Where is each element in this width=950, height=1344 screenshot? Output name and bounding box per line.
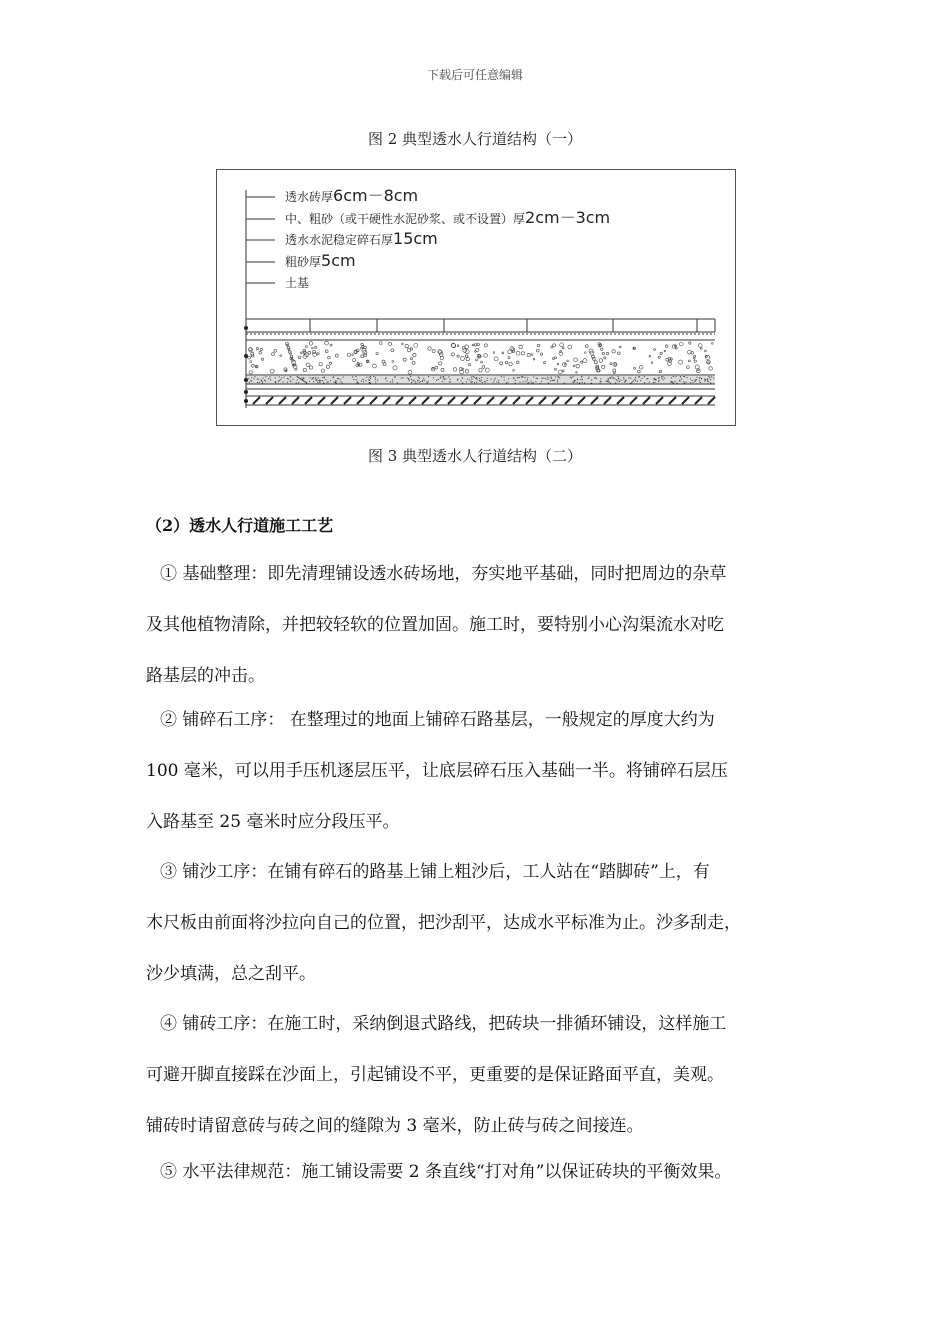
page-header-note: 下载后可任意编辑 — [426, 68, 523, 82]
paragraph-3 — [146, 847, 818, 1000]
paragraph-2 — [146, 695, 818, 848]
paragraph-line: ③ 铺沙工序：在铺有碎石的路基上铺上粗沙后，工人站在“踏脚砖”上，有 — [160, 862, 710, 882]
paragraph-line: ④ 铺砖工序：在施工时，采纳倒退式路线，把砖块一排循环铺设，这样施工 — [160, 1014, 727, 1034]
paragraph-line: ② 铺碎石工序： 在整理过的地面上铺碎石路基层，一般规定的厚度大约为 — [160, 710, 715, 730]
figure2-caption: 图 2 典型透水人行道结构（一） — [367, 130, 583, 148]
sand-layer — [246, 376, 715, 389]
paragraph-line: ⑤ 水平法律规范：施工铺设需要 2 条直线“打对角”以保证砖块的平衡效果。 — [160, 1162, 732, 1182]
paragraph-line: 可避开脚直接踩在沙面上，引起铺设不平，更重要的是保证路面平直，美观。 — [146, 1065, 724, 1085]
section-heading: （2）透水人行道施工工艺 — [146, 516, 334, 535]
paragraph-line: ① 基础整理：即先清理铺设透水砖场地，夯实地平基础，同时把周边的杂草 — [160, 564, 727, 584]
legend-item-1: 透水砖厚6cm－8cm — [285, 186, 419, 205]
paragraph-4 — [146, 999, 818, 1152]
paragraph-line: 沙少填满，总之刮平。 — [146, 964, 316, 984]
paver-layer — [246, 319, 715, 334]
paragraph-line: 路基层的冲击。 — [146, 666, 265, 686]
legend-item-5: 土基 — [285, 276, 310, 290]
paragraph-line: 入路基至 25 毫米时应分段压平。 — [146, 812, 400, 832]
paragraph-line: 铺砖时请留意砖与砖之间的缝隙为 3 毫米，防止砖与砖之间接连。 — [146, 1116, 644, 1136]
pavement-structure-drawing — [217, 170, 735, 425]
figure3-caption: 图 3 典型透水人行道结构（二） — [367, 447, 583, 465]
paragraph-5 — [146, 1147, 818, 1198]
gravel-layer — [246, 340, 715, 375]
paragraph-1 — [146, 549, 818, 702]
paragraph-line: 木尺板由前面将沙拉向自己的位置，把沙刮平，达成水平标准为止。沙多刮走， — [146, 913, 741, 933]
paragraph-line: 100 毫米，可以用手压机逐层压平，让底层碎石压入基础一半。将铺碎石层压 — [146, 761, 728, 781]
pavement-structure-figure — [216, 169, 736, 426]
legend-item-2: 中、粗砂（或干硬性水泥砂浆、或不设置）厚2cm－3cm — [285, 208, 611, 227]
legend-item-3: 透水水泥稳定碎石厚15cm — [285, 229, 438, 248]
legend-item-4: 粗砂厚5cm — [285, 251, 356, 270]
paragraph-line: 及其他植物清除，并把较轻软的位置加固。施工时，要特别小心沟渠流水对吃 — [146, 615, 724, 635]
subgrade-layer — [246, 396, 715, 405]
